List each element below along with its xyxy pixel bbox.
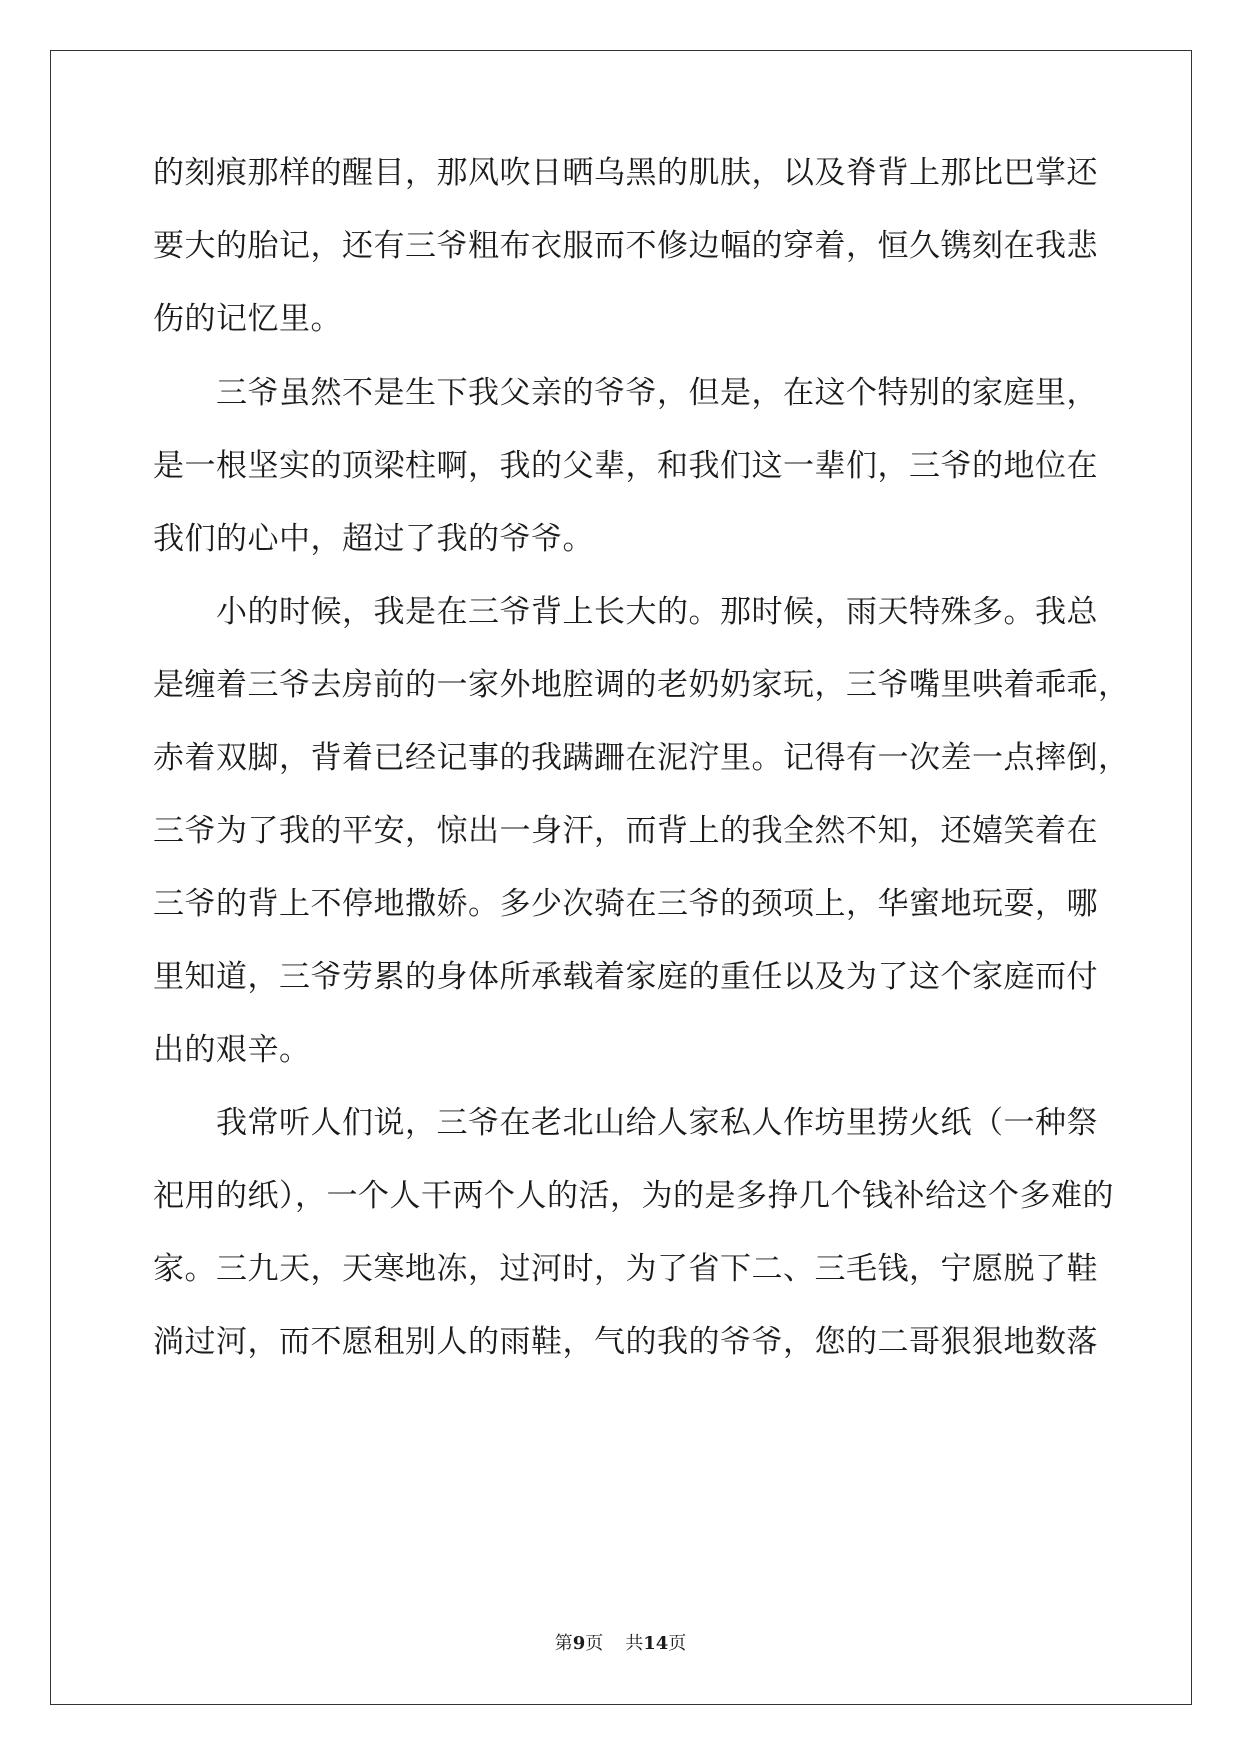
body-text-line: 是缠着三爷去房前的一家外地腔调的老奶奶家玩，三爷嘴里哄着乖乖， <box>153 667 1130 703</box>
page-current-number: 9 <box>572 1633 586 1654</box>
body-text-line: 祀用的纸），一个人干两个人的活，为的是多挣几个钱补给这个多难的 <box>153 1178 1114 1214</box>
total-prefix: 共 <box>625 1633 644 1654</box>
body-text-line: 的刻痕那样的醒目，那风吹日晒乌黑的肌肤，以及脊背上那比巴掌还 <box>153 155 1098 191</box>
total-unit: 页 <box>668 1633 687 1654</box>
body-text-line: 淌过河，而不愿租别人的雨鞋，气的我的爷爷，您的二哥狠狠地数落 <box>153 1324 1098 1360</box>
body-text-line: 是一根坚实的顶梁柱啊，我的父辈，和我们这一辈们，三爷的地位在 <box>153 448 1098 484</box>
body-text-line: 出的艰辛。 <box>153 1032 311 1068</box>
body-text-line: 我们的心中，超过了我的爷爷。 <box>153 521 594 557</box>
body-text-line: 赤着双脚，背着已经记事的我蹒跚在泥泞里。记得有一次差一点摔倒， <box>153 740 1130 776</box>
body-text-line: 伤的记忆里。 <box>153 301 342 337</box>
page-total-number: 14 <box>643 1633 669 1654</box>
body-text-line: 三爷为了我的平安，惊出一身汗，而背上的我全然不知，还嬉笑着在 <box>153 813 1098 849</box>
body-text-line: 我常听人们说，三爷在老北山给人家私人作坊里捞火纸（一种祭 <box>153 1105 1098 1141</box>
body-text-line: 家。三九天，天寒地冻，过河时，为了省下二、三毛钱，宁愿脱了鞋 <box>153 1251 1098 1287</box>
body-text-line: 三爷的背上不停地撒娇。多少次骑在三爷的颈项上，华蜜地玩耍，哪 <box>153 886 1098 922</box>
body-text-line: 三爷虽然不是生下我父亲的爷爷，但是，在这个特别的家庭里， <box>153 375 1098 411</box>
page-prefix: 第 <box>554 1633 573 1654</box>
body-text-line: 小的时候，我是在三爷背上长大的。那时候，雨天特殊多。我总 <box>153 594 1098 630</box>
body-text-line: 要大的胎记，还有三爷粗布衣服而不修边幅的穿着，恒久镌刻在我悲 <box>153 228 1098 264</box>
page-footer <box>0 1633 1241 1655</box>
body-text-line: 里知道，三爷劳累的身体所承载着家庭的重任以及为了这个家庭而付 <box>153 959 1098 995</box>
page-unit: 页 <box>585 1633 604 1654</box>
